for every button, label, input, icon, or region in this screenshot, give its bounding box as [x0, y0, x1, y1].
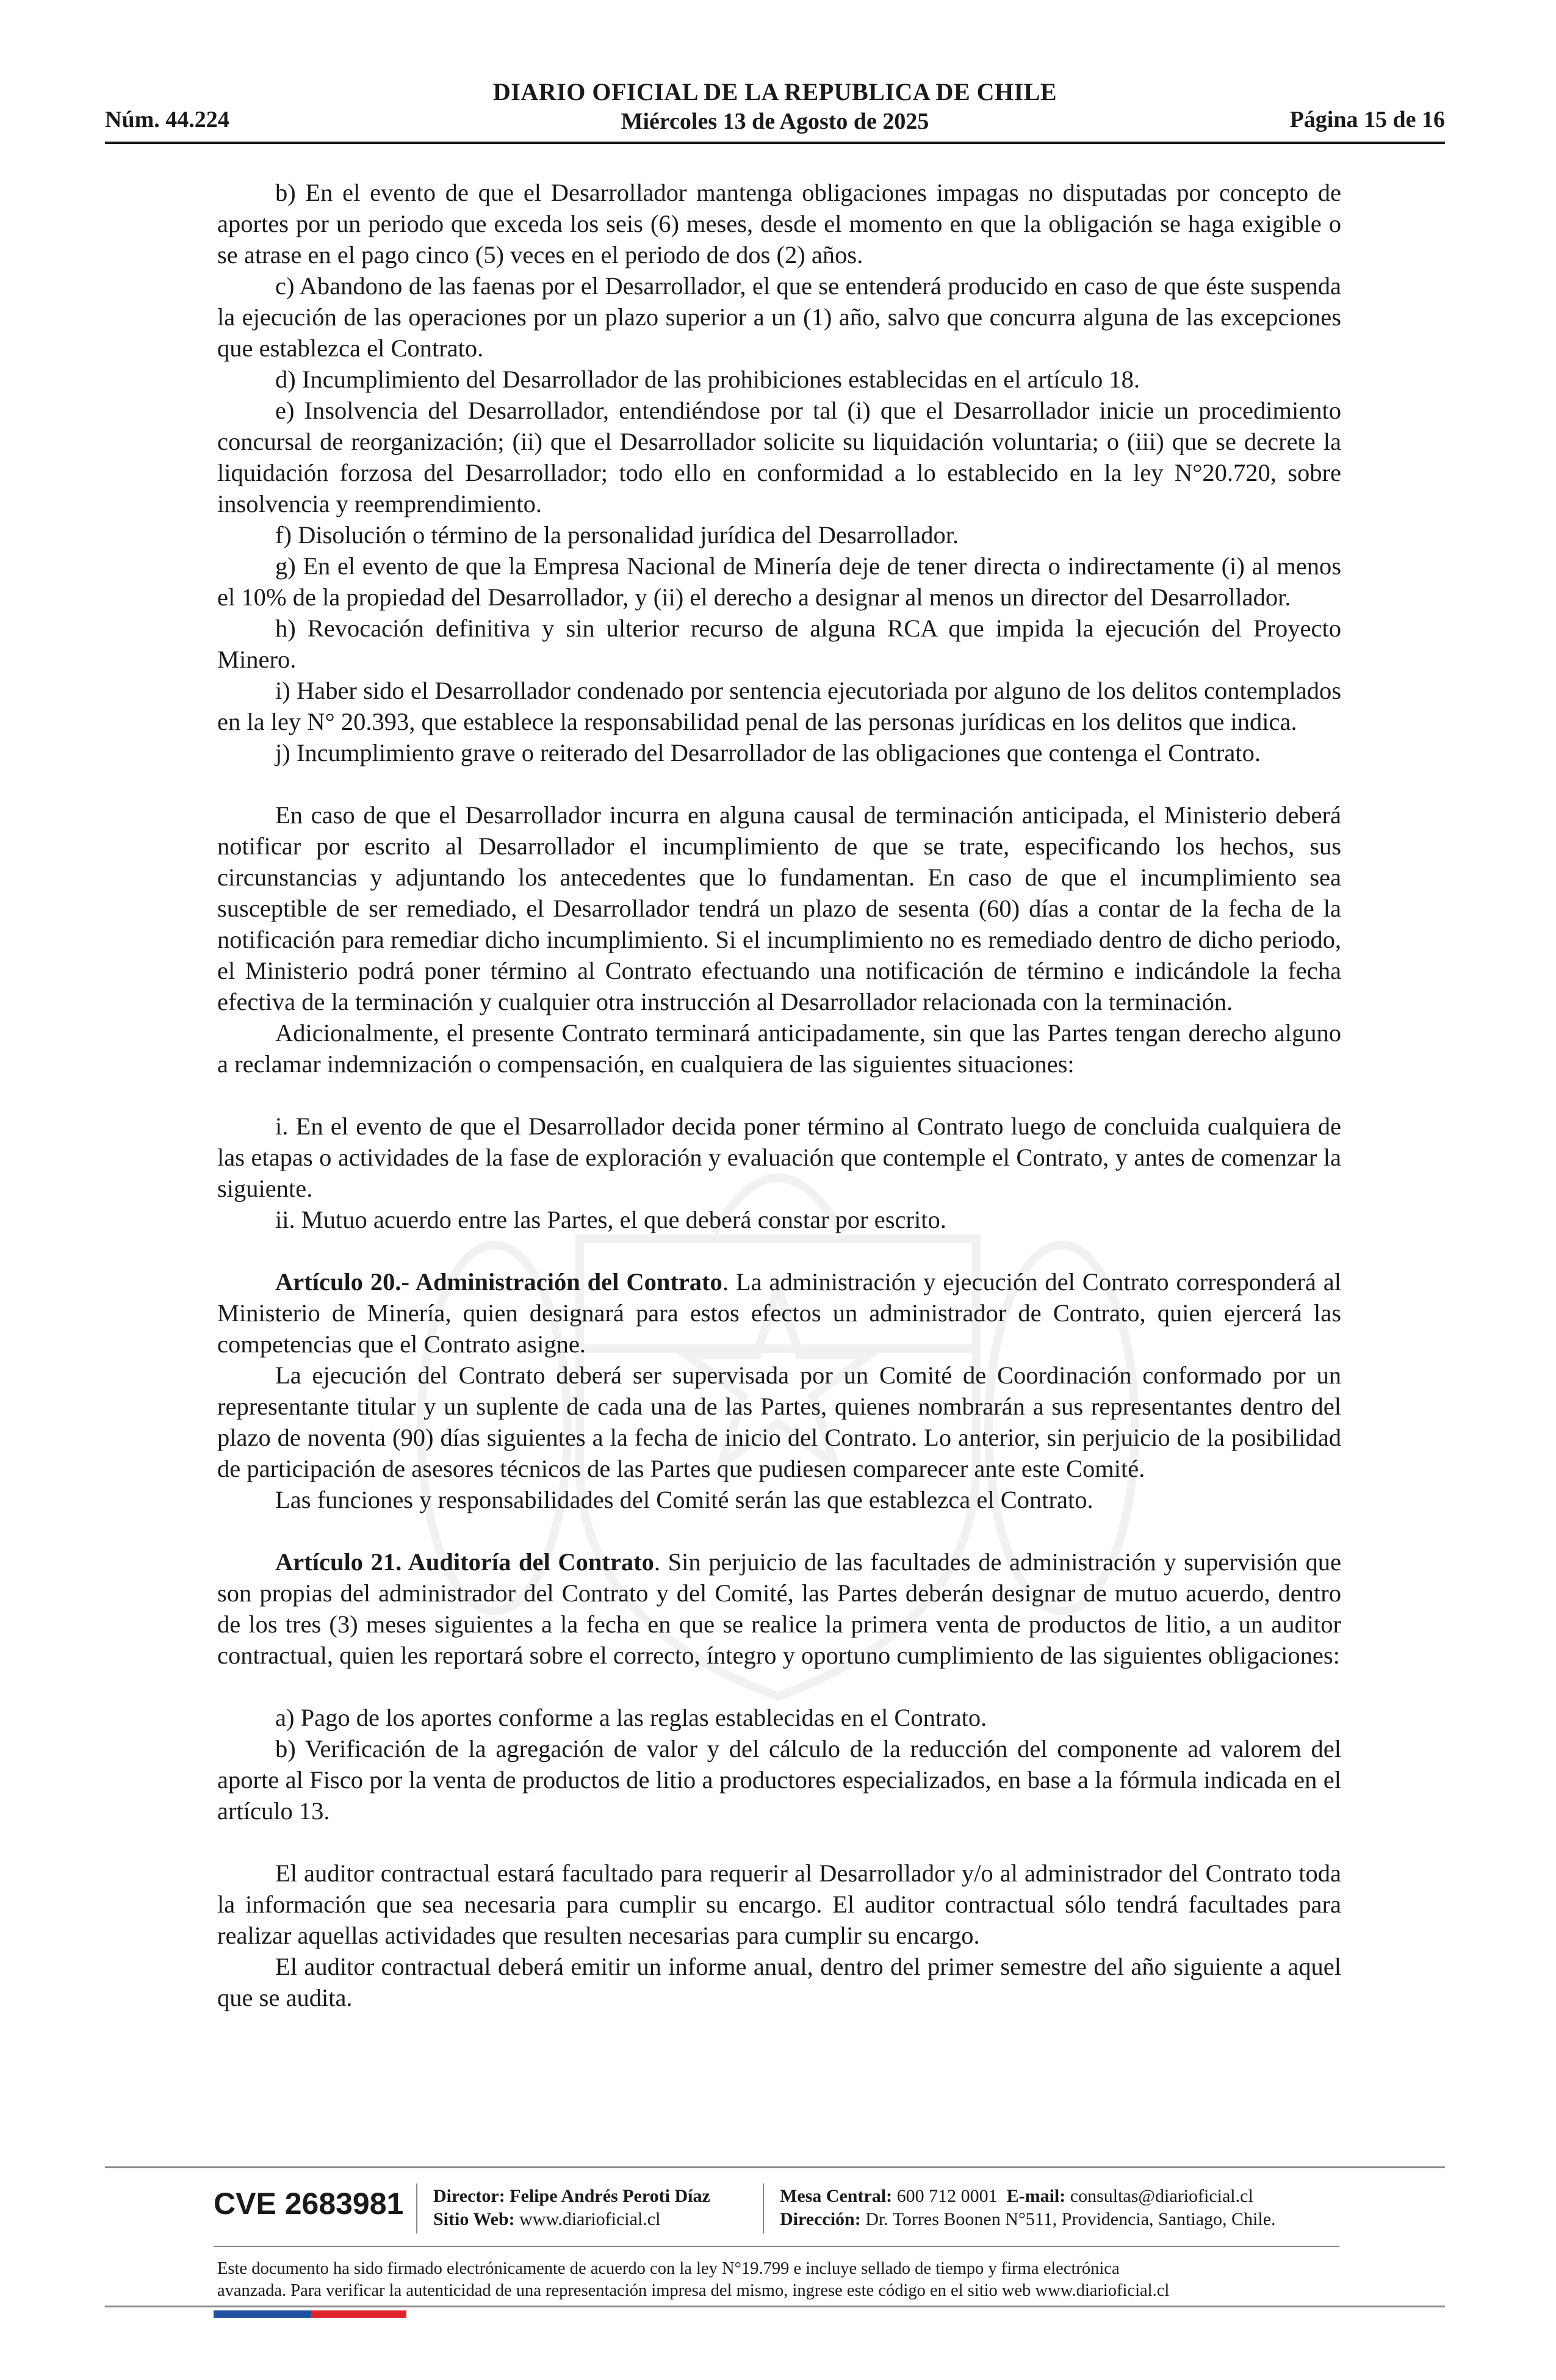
email-link[interactable]: consultas@diarioficial.cl	[1070, 2186, 1253, 2206]
paragraph: e) Insolvencia del Desarrollador, entendiéndose por tal (i) que el Desarrollador inicie un procedimiento concursal de reorganización; (ii) que el Desarrollador solicite su liquidación voluntaria; o (iii) que se decrete la liquidación forzosa del Desarrollador; todo ello en conformidad a lo establecido en la ley N°20.720, sobre insolvencia y reemprendimiento.	[217, 397, 1341, 517]
flag-stripe-red	[311, 2310, 406, 2318]
paragraph: i) Haber sido el Desarrollador condenado por sentencia ejecutoriada por alguno de los delitos contemplados en la ley N° 20.393, que establece la responsabilidad penal de las personas jurídicas en los delitos que indica.	[217, 677, 1341, 735]
mesa-phone: 600 712 0001	[896, 2186, 998, 2206]
header-center	[105, 77, 1445, 135]
address-value: Dr. Torres Boonen N°511, Providencia, Santiago, Chile.	[865, 2209, 1276, 2229]
paragraph: b) En el evento de que el Desarrollador mantenga obligaciones impagas no disputadas por concepto de aportes por un periodo que exceda los seis (6) meses, desde el momento en que la obligación se haga exigible o se atrase en el pago cinco (5) veces en el periodo de dos (2) años.	[217, 179, 1341, 269]
disclaimer-line-2: avanzada. Para verificar la autenticidad de una representación impresa del mismo, ingrese este código en el sitio web www.diarioficial.cl	[217, 2281, 1170, 2300]
address-label: Dirección:	[780, 2209, 861, 2229]
web-label: Sitio Web:	[433, 2209, 515, 2229]
publication-date: Miércoles 13 de Agosto de 2025	[621, 109, 929, 134]
director-label: Director:	[433, 2186, 505, 2206]
paragraph: b) Verificación de la agregación de valor y del cálculo de la reducción del componente ad valorem del aporte al Fisco por la venta de productos de litio a productores especializados, en base a la fórmula indicada en el artículo 13.	[217, 1735, 1341, 1825]
mesa-label: Mesa Central:	[780, 2186, 893, 2206]
paragraph: g) En el evento de que la Empresa Nacional de Minería deje de tener directa o indirectamente (i) al menos el 10% de la propiedad del Desarrollador, y (ii) el derecho a designar al menos un director del Desarrollador.	[217, 552, 1341, 611]
article-21-title: Artículo 21. Auditoría del Contrato	[275, 1548, 654, 1576]
paragraph: La ejecución del Contrato deberá ser supervisada por un Comité de Coordinación conformado por un representante titular y un suplente de cada una de las Partes, quienes nombrarán a sus representantes dentro del plazo de noventa (90) días siguientes a la fecha de inicio del Contrato. Lo anterior, sin perjuicio de la posibilidad de participación de asesores técnicos de las Partes que pudiesen comparecer ante este Comité.	[217, 1361, 1341, 1482]
director-name: Felipe Andrés Peroti Díaz	[510, 2186, 710, 2206]
paragraph: i. En el evento de que el Desarrollador decida poner término al Contrato luego de concluida cualquiera de las etapas o actividades de la fase de exploración y evaluación que contemple el Contrato, y antes de comenzar la siguiente.	[217, 1112, 1341, 1202]
paragraph: c) Abandono de las faenas por el Desarrollador, el que se entenderá producido en caso de que éste suspenda la ejecución de las operaciones por un plazo superior a un (1) año, salvo que concurra alguna de las excepciones que establezca el Contrato.	[217, 272, 1341, 362]
article-21-paragraph	[217, 1546, 1341, 1671]
paragraph: j) Incumplimiento grave o reiterado del Desarrollador de las obligaciones que contenga el Contrato.	[275, 739, 1261, 766]
email-label: E-mail:	[1006, 2186, 1066, 2206]
signature-disclaimer	[217, 2258, 1346, 2302]
paragraph: Adicionalmente, el presente Contrato terminará anticipadamente, sin que las Partes tengan derecho alguno a reclamar indemnización o compensación, en cualquiera de las siguientes situaciones:	[217, 1019, 1341, 1078]
footer-separator	[416, 2183, 417, 2234]
paragraph: El auditor contractual estará facultado para requerir al Desarrollador y/o al administrador del Contrato toda la información que sea necesaria para cumplir su encargo. El auditor contractual sólo tendrá facultades para realizar aquellas actividades que resulten necesarias para cumplir su encargo.	[217, 1859, 1341, 1949]
paragraph: En caso de que el Desarrollador incurra en alguna causal de terminación anticipada, el Ministerio deberá notificar por escrito al Desarrollador el incumplimiento de que se trate, especificando los hechos, sus circunstancias y adjuntando los antecedentes que lo fundamentan. En caso de que el incumplimiento sea susceptible de ser remediado, el Desarrollador tendrá un plazo de sesenta (60) días a contar de la fecha de la notificación para remediar dicho incumplimiento. Si el incumplimiento no es remediado dentro de dicho periodo, el Ministerio podrá poner término al Contrato efectuando una notificación de término e indicándole la fecha efectiva de la terminación y cualquier otra instrucción al Desarrollador relacionada con la terminación.	[217, 801, 1341, 1015]
footer-director-block	[433, 2185, 710, 2231]
page-number: Página 15 de 16	[1289, 107, 1445, 132]
flag-stripe-blue	[214, 2310, 311, 2318]
article-20-paragraph	[217, 1266, 1341, 1360]
article-21-text: . Sin perjuicio de las facultades de administración y supervisión que son propias del administrador del Contrato y del Comité, las Partes deberán designar de mutuo acuerdo, dentro de los tres (3) meses siguientes a la fecha en que se realice la primera venta de productos de litio, a un auditor contractual, quien les reportará sobre el correcto, íntegro y oportuno cumplimiento de las siguientes obligaciones:	[217, 1548, 1342, 1669]
page-header	[105, 72, 1445, 145]
issue-number: Núm. 44.224	[105, 107, 229, 132]
paragraph: ii. Mutuo acuerdo entre las Partes, el que deberá constar por escrito.	[275, 1206, 946, 1233]
paragraph: h) Revocación definitiva y sin ulterior recurso de alguna RCA que impida la ejecución del Proyecto Minero.	[217, 615, 1341, 673]
footer-separator	[763, 2183, 764, 2234]
header-divider	[105, 142, 1445, 144]
web-link[interactable]: www.diarioficial.cl	[519, 2209, 661, 2229]
document-body	[217, 177, 1341, 2013]
paragraph: Las funciones y responsabilidades del Comité serán las que establezca el Contrato.	[275, 1486, 1093, 1513]
publication-title: DIARIO OFICIAL DE LA REPUBLICA DE CHILE	[492, 78, 1057, 106]
paragraph: a) Pago de los aportes conforme a las reglas establecidas en el Contrato.	[275, 1704, 987, 1731]
paragraph: d) Incumplimiento del Desarrollador de las prohibiciones establecidas en el artículo 18.	[275, 366, 1140, 393]
footer-divider-bottom	[105, 2306, 1445, 2307]
paragraph: f) Disolución o término de la personalidad jurídica del Desarrollador.	[275, 521, 959, 549]
footer-divider-top	[105, 2166, 1445, 2168]
disclaimer-line-1: Este documento ha sido firmado electrónicamente de acuerdo con la ley N°19.799 e incluye sellado de tiempo y firma electrónica	[217, 2259, 1120, 2278]
article-20-title: Artículo 20.- Administración del Contrato	[275, 1268, 722, 1296]
cve-code: CVE 2683981	[214, 2187, 404, 2221]
footer-contact-block	[780, 2185, 1276, 2231]
article-20-text: . La administración y ejecución del Contrato corresponderá al Ministerio de Minería, quien designará para estos efectos un administrador de Contrato, quien ejercerá las competencias que el Contrato asigne.	[217, 1268, 1341, 1358]
paragraph: El auditor contractual deberá emitir un informe anual, dentro del primer semestre del año siguiente a aquel que se audita.	[217, 1953, 1341, 2011]
footer-divider-mid	[214, 2246, 1339, 2247]
